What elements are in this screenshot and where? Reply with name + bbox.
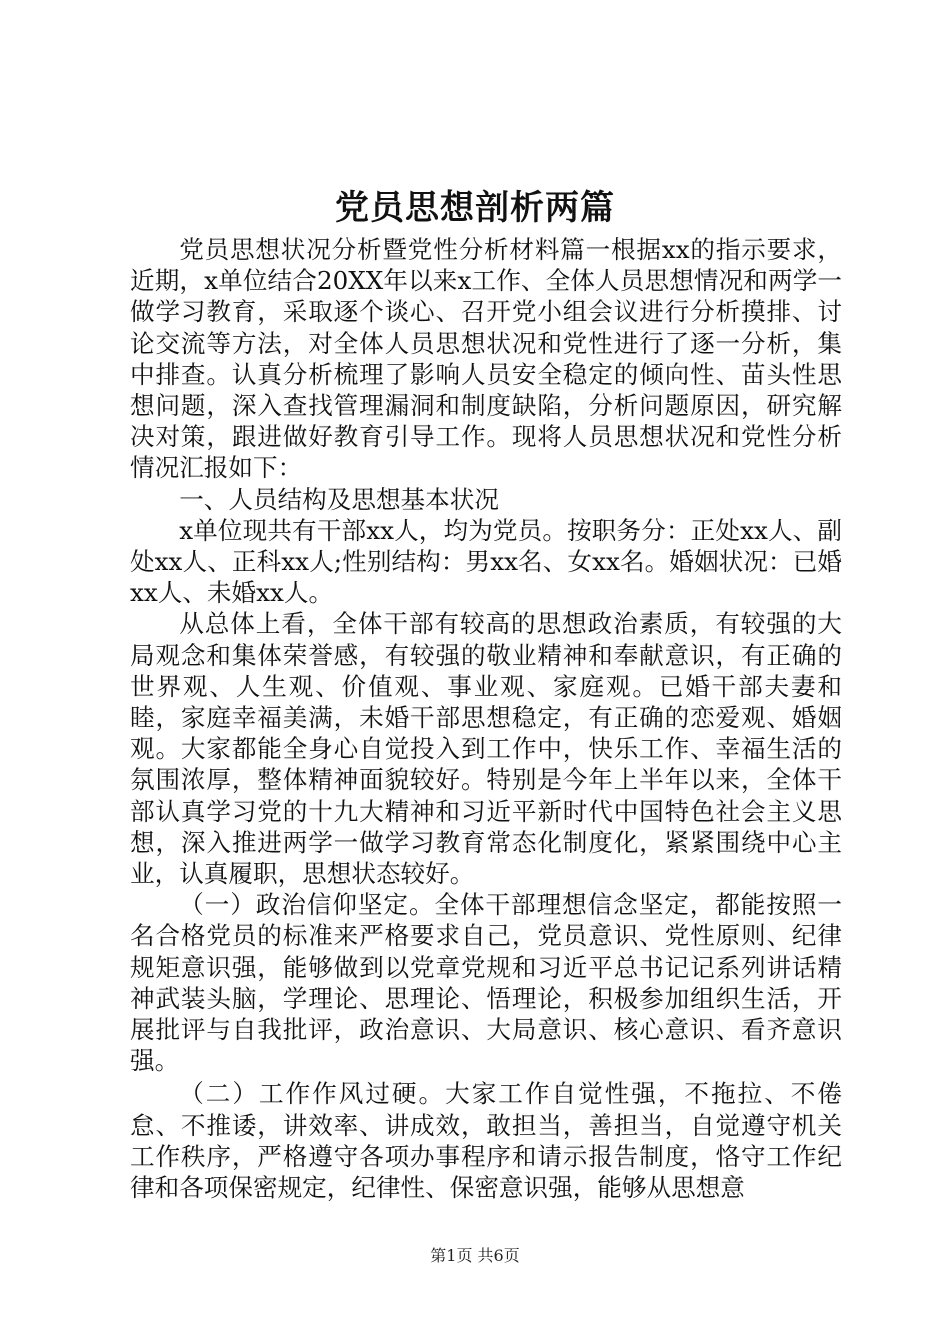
paragraph-political-belief: （一）政治信仰坚定。全体干部理想信念坚定，都能按照一名合格党员的标准来严格要求自己，党员意识、党性原则、纪律规矩意识强，能够做到以党章党规和习近平总书记记系列讲话精神武装头脑，学理论、思理论、悟理论，积极参加组织生活，开展批评与自我批评，政治意识、大局意识、核心意识、看齐意识强。: [130, 890, 842, 1076]
paragraph-structure: x单位现共有干部xx人，均为党员。按职务分：正处xx人、副处xx人、正科xx人;性别结构：男xx名、女xx名。婚姻状况：已婚xx人、未婚xx人。: [130, 515, 842, 608]
section-heading-1: 一、人员结构及思想基本状况: [179, 484, 499, 514]
paragraph-intro: 党员思想状况分析暨党性分析材料篇一根据xx的指示要求，近期，x单位结合20XX年以来x工作、全体人员思想情况和两学一做学习教育，采取逐个谈心、召开党小组会议进行分析摸排、讨论交流等方法，对全体人员思想状况和党性进行了逐一分析，集中排查。认真分析梳理了影响人员安全稳定的倾向性、苗头性思想问题，深入查找管理漏洞和制度缺陷，分析问题原因，研究解决对策，跟进做好教育引导工作。现将人员思想状况和党性分析情况汇报如下：: [130, 235, 842, 483]
document-title: 党员思想剖析两篇: [335, 188, 615, 228]
paragraph-work-style: （二）工作作风过硬。大家工作自觉性强，不拖拉、不倦怠、不推诿，讲效率、讲成效，敢担当，善担当，自觉遵守机关工作秩序，严格遵守各项办事程序和请示报告制度，恪守工作纪律和各项保密规定，纪律性、保密意识强，能够从思想意: [130, 1079, 842, 1203]
paragraph-overview: 从总体上看，全体干部有较高的思想政治素质，有较强的大局观念和集体荣誉感，有较强的敬业精神和奉献意识，有正确的世界观、人生观、价值观、事业观、家庭观。已婚干部夫妻和睦，家庭幸福美满，未婚干部思想稳定，有正确的恋爱观、婚姻观。大家都能全身心自觉投入到工作中，快乐工作、幸福生活的氛围浓厚，整体精神面貌较好。特别是今年上半年以来，全体干部认真学习党的十九大精神和习近平新时代中国特色社会主义思想，深入推进两学一做学习教育常态化制度化，紧紧围绕中心主业，认真履职，思想状态较好。: [130, 609, 842, 889]
document-body: [130, 234, 842, 1203]
page-number-footer: 第1页 共6页: [430, 1246, 520, 1265]
